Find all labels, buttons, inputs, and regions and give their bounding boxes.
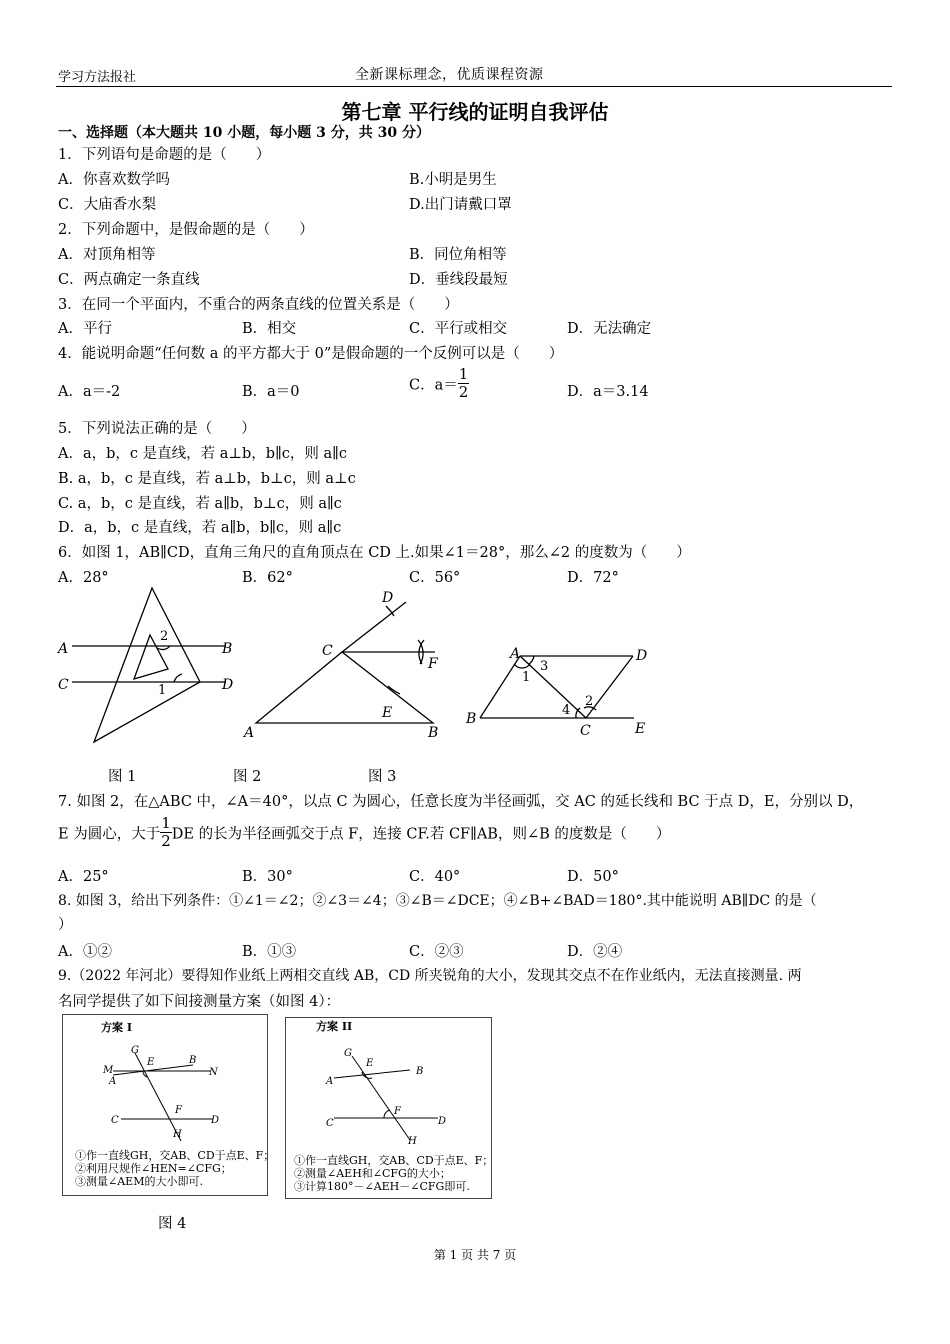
q5-option-d: D．a，b，c 是直线，若 a∥b，b∥c，则 a∥c xyxy=(58,520,342,536)
q9-line-1: 9.（2022 年河北）要得知作业纸上两相交直线 AB，CD 所夹锐角的大小，发现其交点不在作业纸内，无法直接测量. 两 xyxy=(58,968,802,984)
q1-option-b: B.小明是男生 xyxy=(409,172,497,188)
fig3-label-a: A xyxy=(510,646,521,662)
fig2-label-e: E xyxy=(382,705,393,721)
plan-2-label-d: D xyxy=(438,1116,447,1127)
q2-option-c: C．两点确定一条直线 xyxy=(58,272,200,288)
q7-line-2-prefix: E 为圆心，大于 xyxy=(58,826,161,843)
q7-option-d: D．50° xyxy=(567,869,619,885)
q7-option-a: A．25° xyxy=(58,869,109,885)
plan-1-label-b: B xyxy=(189,1055,197,1066)
plan-1-title: 方案 I xyxy=(101,1021,132,1034)
plan-2-angle-cfg-arc xyxy=(384,1110,390,1118)
plan-2-line-ab xyxy=(334,1070,410,1078)
plan-1-label-n: N xyxy=(209,1067,218,1078)
q1-option-d: D.出门请戴口罩 xyxy=(409,197,512,213)
q3-option-c: C．平行或相交 xyxy=(409,321,508,337)
section-heading: 一、选择题（本大题共 10 小题，每小题 3 分，共 30 分） xyxy=(58,125,430,141)
q3-stem: 3．在同一个平面内，不重合的两条直线的位置关系是（ ） xyxy=(58,297,459,313)
fig2-label-b: B xyxy=(428,725,439,741)
plan-1-step-1: ①作一直线GH，交AB、CD于点E、F； xyxy=(75,1149,275,1162)
q7-fraction-numerator: 1 xyxy=(161,814,171,832)
q1-stem: 1．下列语句是命题的是（ ） xyxy=(58,147,271,163)
q8-option-c: C．②③ xyxy=(409,944,464,960)
figure-3 xyxy=(480,656,634,718)
plan-1-label-a: A xyxy=(109,1076,117,1087)
plan-1-step-3: ③测量∠AEM的大小即可. xyxy=(75,1175,203,1188)
header-publisher: 学习方法报社 xyxy=(58,70,137,85)
q8-option-b: B．①③ xyxy=(242,944,297,960)
plan-2-label-b: B xyxy=(416,1066,424,1077)
fig1-label-c: C xyxy=(58,677,69,693)
fig1-triangle-outer xyxy=(94,588,200,742)
fig2-label-c: C xyxy=(322,643,333,659)
q6-option-c: C．56° xyxy=(409,570,461,586)
fig3-arc-3 xyxy=(529,656,534,664)
q1-option-a: A．你喜欢数学吗 xyxy=(58,172,170,188)
plan-1-label-g: G xyxy=(131,1045,139,1056)
plan-2-step-3: ③计算180°－∠AEH－∠CFG即可. xyxy=(294,1180,470,1193)
plan-2-label-a: A xyxy=(326,1076,334,1087)
q4-option-d: D．a＝3.14 xyxy=(567,384,649,400)
q7-line-2 xyxy=(58,815,670,851)
plan-2-title: 方案 II xyxy=(316,1020,353,1033)
fig3-label-e: E xyxy=(635,721,646,737)
fig1-label-angle-2: 2 xyxy=(160,629,169,644)
q7-line-1: 7. 如图 2，在△ABC 中，∠A＝40°，以点 C 为圆心，任意长度为半径画弧，交 AC 的延长线和 BC 于点 D，E，分别以 D， xyxy=(58,794,864,810)
plan-2-step-2: ②测量∠AEH和∠CFG的大小； xyxy=(294,1167,451,1180)
q8-option-a: A．①② xyxy=(58,944,112,960)
plan-1-label-e: E xyxy=(147,1057,155,1068)
q7-line-2-suffix: DE 的长为半径画弧交于点 F，连接 CF.若 CF∥AB，则∠B 的度数是（ ） xyxy=(171,826,671,843)
page-title: 第七章 平行线的证明自我评估 xyxy=(341,100,609,124)
fig2-label-a: A xyxy=(244,725,255,741)
plan-1-box xyxy=(62,1014,275,1196)
figure-3-caption: 图 3 xyxy=(368,769,397,785)
figure-4-caption: 图 4 xyxy=(158,1216,187,1232)
fig2-label-d: D xyxy=(382,590,394,606)
plan-2-label-h: H xyxy=(408,1136,417,1147)
plan-2-label-e: E xyxy=(366,1058,374,1069)
q1-option-c: C．大庙香水梨 xyxy=(58,197,157,213)
q8-option-d: D．②④ xyxy=(567,944,623,960)
fig3-label-angle-3: 3 xyxy=(540,659,549,674)
q6-option-b: B．62° xyxy=(242,570,293,586)
fig1-label-angle-1: 1 xyxy=(158,683,167,698)
plan-1-line-gh xyxy=(135,1053,181,1141)
q7-fraction xyxy=(160,815,172,851)
fig1-label-b: B xyxy=(222,641,233,657)
fig2-ac-extension xyxy=(342,602,406,652)
header-rule xyxy=(56,86,892,87)
fig3-label-d: D xyxy=(636,648,648,664)
q7-fraction-denominator: 2 xyxy=(161,832,171,851)
q4-stem: 4．能说明命题“任何数 a 的平方都大于 0”是假命题的一个反例可以是（ ） xyxy=(58,346,564,362)
plan-2-label-g: G xyxy=(344,1048,352,1059)
plan-1-label-m: M xyxy=(103,1065,114,1076)
fig3-label-c: C xyxy=(580,723,591,739)
q3-option-b: B．相交 xyxy=(242,321,297,337)
fig1-label-d: D xyxy=(222,677,234,693)
q4-fraction-denominator: 2 xyxy=(458,383,469,402)
plan-1-label-c: C xyxy=(111,1115,119,1126)
plan-2-line-gh xyxy=(352,1056,410,1140)
fig3-arc-1 xyxy=(514,664,530,668)
q5-option-c: C. a，b，c 是直线，若 a∥b，b⊥c，则 a∥c xyxy=(58,496,342,512)
plan-2-label-c: C xyxy=(326,1118,334,1129)
q7-option-c: C．40° xyxy=(409,869,461,885)
q7-option-b: B．30° xyxy=(242,869,293,885)
q8-line-2: ） xyxy=(58,917,73,933)
fig3-label-angle-2: 2 xyxy=(585,694,594,709)
q6-option-d: D．72° xyxy=(567,570,619,586)
plan-2-step-1: ①作一直线GH，交AB、CD于点E、F； xyxy=(294,1154,494,1167)
q4-option-c xyxy=(409,366,469,402)
q2-option-d: D．垂线段最短 xyxy=(409,272,508,288)
plan-1-label-h: H xyxy=(173,1129,182,1140)
q3-option-d: D．无法确定 xyxy=(567,321,652,337)
q4-option-a: A．a＝-2 xyxy=(58,384,121,400)
q9-line-2: 名同学提供了如下间接测量方案（如图 4）： xyxy=(58,994,341,1010)
fig3-line-ac xyxy=(520,656,586,718)
fig1-angle-1-arc xyxy=(174,674,182,682)
q5-stem: 5．下列说法正确的是（ ） xyxy=(58,421,256,437)
figure-2 xyxy=(256,602,435,723)
fig3-label-b: B xyxy=(466,711,477,727)
q2-option-a: A．对顶角相等 xyxy=(58,247,156,263)
q4-fraction xyxy=(458,366,470,402)
page-footer: 第 1 页 共 7 页 xyxy=(433,1248,517,1262)
plan-1-label-d: D xyxy=(211,1115,220,1126)
figure-1-caption: 图 1 xyxy=(108,769,137,785)
q6-option-a: A．28° xyxy=(58,570,109,586)
q4-fraction-numerator: 1 xyxy=(458,365,469,383)
q4-option-c-prefix: C．a＝ xyxy=(409,377,458,394)
fig3-label-angle-1: 1 xyxy=(522,670,531,685)
q8-line-1: 8. 如图 3，给出下列条件：①∠1＝∠2；②∠3＝∠4；③∠B＝∠DCE；④∠B+∠BAD＝180°.其中能说明 AB∥DC 的是（ xyxy=(58,893,817,909)
fig3-label-angle-4: 4 xyxy=(562,703,571,718)
q6-stem: 6．如图 1，AB∥CD，直角三角尺的直角顶点在 CD 上.如果∠1＝28°，那么∠2 的度数为（ ） xyxy=(58,545,691,561)
q2-stem: 2．下列命题中，是假命题的是（ ） xyxy=(58,222,314,238)
figure-1 xyxy=(72,588,226,742)
plan-2-label-f: F xyxy=(394,1106,401,1117)
header-slogan: 全新课标理念，优质课程资源 xyxy=(355,67,544,83)
fig3-line-ab xyxy=(480,656,520,718)
plan-1-step-2: ②利用尺规作∠HEN=∠CFG； xyxy=(75,1162,232,1175)
q4-option-b: B．a＝0 xyxy=(242,384,300,400)
q5-option-a: A．a，b，c 是直线，若 a⊥b，b∥c，则 a∥c xyxy=(58,446,347,462)
q5-option-b: B. a，b，c 是直线，若 a⊥b，b⊥c，则 a⊥c xyxy=(58,471,356,487)
fig2-label-f: F xyxy=(428,656,438,672)
plan-1-label-f: F xyxy=(175,1105,182,1116)
fig1-label-a: A xyxy=(58,641,69,657)
fig2-triangle-abc xyxy=(256,652,433,723)
plan-2-diagram xyxy=(286,1018,491,1148)
plan-2-box xyxy=(285,1017,492,1199)
q2-option-b: B．同位角相等 xyxy=(409,247,507,263)
plan-1-diagram xyxy=(63,1015,267,1145)
q3-option-a: A．平行 xyxy=(58,321,112,337)
figures-1-to-3 xyxy=(50,582,670,762)
figure-2-caption: 图 2 xyxy=(233,769,262,785)
